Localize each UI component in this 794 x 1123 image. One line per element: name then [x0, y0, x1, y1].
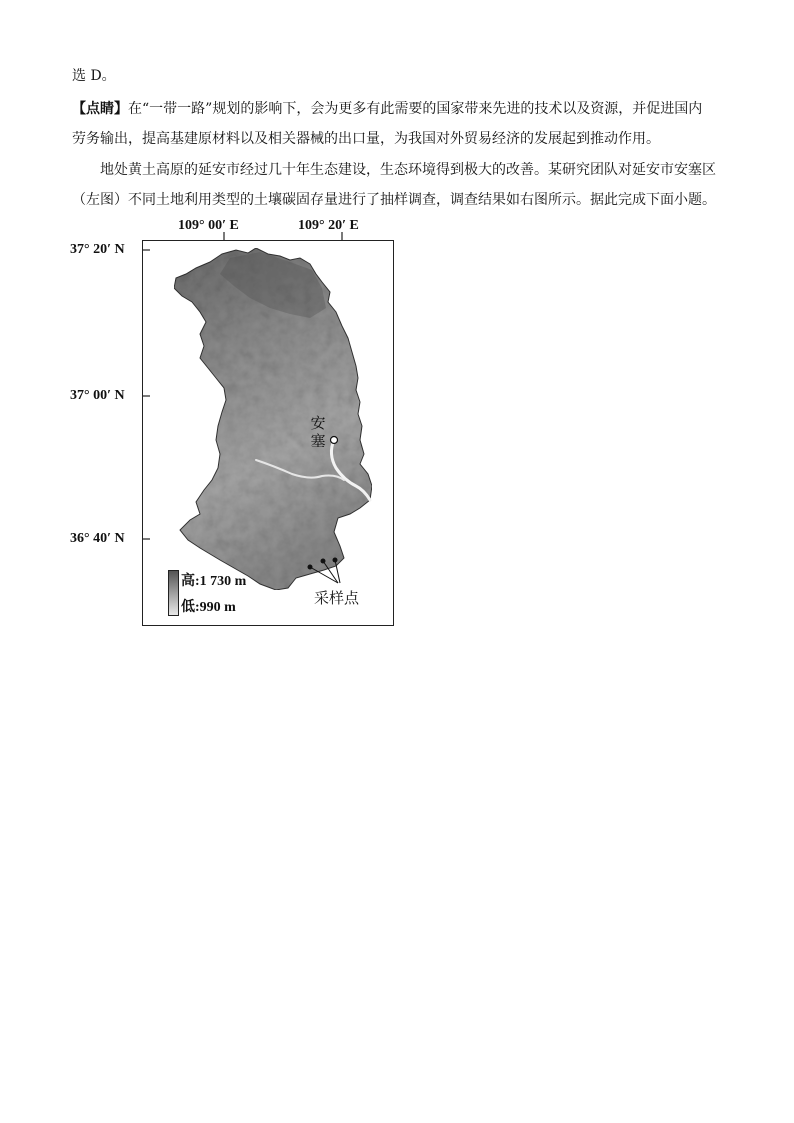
- comment-text-1: 在“一带一路”规划的影响下，会为更多有此需要的国家带来先进的技术以及资源，并促进国内: [128, 101, 703, 117]
- place-name-sai: 塞: [310, 432, 326, 450]
- place-name-an: 安: [310, 414, 326, 432]
- comment-tag: 【点睛】: [72, 101, 128, 117]
- anzhai-marker: [331, 437, 338, 444]
- lat-label-37-00: 37° 00′ N: [70, 388, 125, 403]
- lon-label-109-00: 109° 00′ E: [178, 218, 239, 233]
- anzhai-map-figure: [60, 218, 400, 630]
- intro-line-2: （左图）不同土地利用类型的土壤碳固存量进行了抽样调查，调查结果如右图所示。据此完成下面小题。: [72, 192, 716, 208]
- lon-label-109-20: 109° 20′ E: [298, 218, 359, 233]
- legend-high: 高:1 730 m: [181, 574, 247, 589]
- lat-label-36-40: 36° 40′ N: [70, 531, 125, 546]
- legend-low: 低:990 m: [181, 600, 236, 615]
- comment-line-1: [72, 99, 702, 119]
- elevation-legend-bar: [168, 570, 179, 616]
- answer-line: 选 D。: [72, 68, 116, 84]
- lat-label-37-20: 37° 20′ N: [70, 242, 125, 257]
- terrain-map: [60, 218, 400, 630]
- intro-line-1: 地处黄土高原的延安市经过几十年生态建设，生态环境得到极大的改善。某研究团队对延安市安塞区: [100, 162, 716, 178]
- sample-label: 采样点: [314, 589, 360, 607]
- comment-line-2: 劳务输出，提高基建原材料以及相关器械的出口量，为我国对外贸易经济的发展起到推动作用。: [72, 131, 660, 147]
